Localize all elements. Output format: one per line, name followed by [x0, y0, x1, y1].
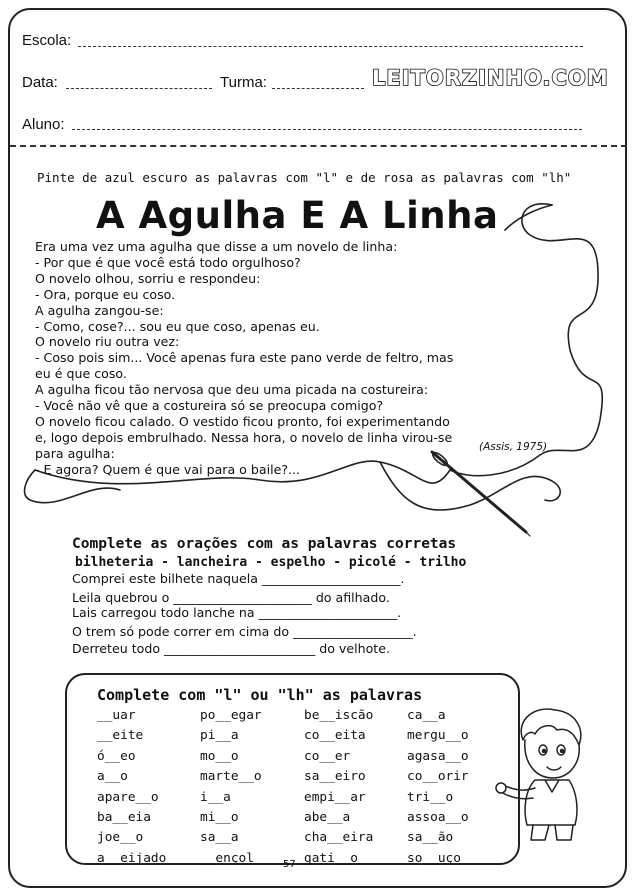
sentence-item[interactable]: Lais carregou todo lanche na ______________________. [72, 605, 402, 620]
sentence-item[interactable]: Derreteu todo ________________________ do velhote. [72, 641, 390, 656]
fill-in-word[interactable]: pi__a [200, 728, 239, 744]
fill-in-word[interactable]: cha__eira [304, 830, 374, 846]
story-line: Era uma vez uma agulha que disse a um novelo de linha: [35, 239, 398, 254]
fill-in-word[interactable]: mo__o [200, 748, 239, 764]
escola-label: Escola: [22, 32, 72, 49]
fill-in-word[interactable]: __eite [97, 728, 144, 744]
fill-in-word[interactable]: abe__a [304, 810, 351, 825]
story-line: O novelo ficou calado. O vestido ficou pronto, foi experimentando [35, 413, 450, 429]
story-line: - Como, cose?... sou eu que coso, apenas eu. [35, 318, 320, 334]
fill-in-word[interactable]: a__o [97, 769, 128, 785]
fill-in-word[interactable]: be__iscão [304, 708, 374, 723]
word-bank: bilheteria - lancheira - espelho - picolé - trilho [75, 555, 467, 570]
story-line: - Você não vê que a costureira só se preocupa comigo? [35, 398, 384, 414]
site-logo: LEITORZINHO.COM [372, 66, 609, 90]
fill-in-word[interactable]: co__eita [304, 728, 366, 744]
fill-in-word[interactable]: co__orir [407, 769, 469, 785]
fill-in-word[interactable]: co__er [304, 748, 351, 764]
story-line: - E agora? Quem é que vai para o baile?... [35, 461, 301, 477]
story-line: A agulha zangou-se: [35, 302, 164, 318]
fill-in-word[interactable]: i__a [200, 789, 231, 805]
fill-in-word[interactable]: po__egar [200, 708, 262, 723]
fill-in-word[interactable]: ca__a [407, 708, 446, 723]
boy-pointing-illustration [495, 700, 595, 850]
aluno-label: Aluno: [22, 116, 65, 133]
data-label: Data: [22, 74, 58, 91]
fill-in-word[interactable]: mi__o [200, 810, 239, 825]
story-line: para agulha: [35, 445, 115, 461]
fill-in-word[interactable]: so__uço [407, 850, 461, 866]
sentence-item[interactable]: Comprei este bilhete naquela ______________________. [72, 571, 405, 586]
fill-in-word[interactable]: __ençol [200, 850, 254, 866]
fill-in-word[interactable]: agasa__o [407, 748, 469, 764]
fill-in-word[interactable]: a__eijado [97, 850, 167, 866]
fill-in-word[interactable]: apare__o [97, 789, 159, 805]
fill-in-word[interactable]: marte__o [200, 769, 262, 785]
story-line: O novelo riu outra vez: [35, 334, 180, 350]
fill-in-word[interactable]: ba__eia [97, 810, 151, 825]
turma-label: Turma: [220, 74, 267, 91]
story-citation: (Assis, 1975) [479, 441, 548, 453]
fill-in-word[interactable]: sa__eiro [304, 769, 366, 785]
fill-in-word[interactable]: __uar [97, 708, 136, 723]
story-line: - Ora, porque eu coso. [35, 286, 176, 302]
fill-in-word[interactable]: mergu__o [407, 728, 469, 744]
fill-in-word[interactable]: sa__ão [407, 830, 454, 846]
instruction-text: Pinte de azul escuro as palavras com "l" e de rosa as palavras com "lh" [37, 170, 572, 185]
page-number: 57 [283, 859, 296, 870]
fill-in-word[interactable]: sa__a [200, 830, 239, 846]
story-line: - Coso pois sim... Você apenas fura este pano verde de feltro, mas [35, 350, 454, 366]
fill-in-word[interactable]: gati__o [304, 850, 358, 866]
story-title: A Agulha E A Linha [96, 194, 499, 237]
fill-in-word[interactable]: empi__ar [304, 789, 366, 805]
fill-in-word[interactable]: assoa__o [407, 810, 469, 825]
story-line: eu é que coso. [35, 366, 127, 382]
story-line: e, logo depois embrulhado. Nessa hora, o novelo de linha virou-se [35, 429, 453, 445]
sentence-item[interactable]: Leila quebrou o ______________________ do afilhado. [72, 590, 390, 605]
story-line: A agulha ficou tão nervosa que deu uma picada na costureira: [35, 382, 429, 398]
story-line: O novelo olhou, sorriu e respondeu: [35, 270, 261, 286]
sentences-title: Complete as orações com as palavras corretas [72, 536, 457, 552]
fill-in-word[interactable]: joe__o [97, 830, 144, 846]
word-completion-title: Complete com "l" ou "lh" as palavras [97, 686, 423, 704]
sentence-item[interactable]: O trem só pode correr em cima do ___________________. [72, 624, 417, 639]
fill-in-word[interactable]: tri__o [407, 789, 454, 805]
story-line: - Por que é que você está todo orgulhoso? [35, 254, 301, 270]
fill-in-word[interactable]: ó__eo [97, 748, 136, 764]
